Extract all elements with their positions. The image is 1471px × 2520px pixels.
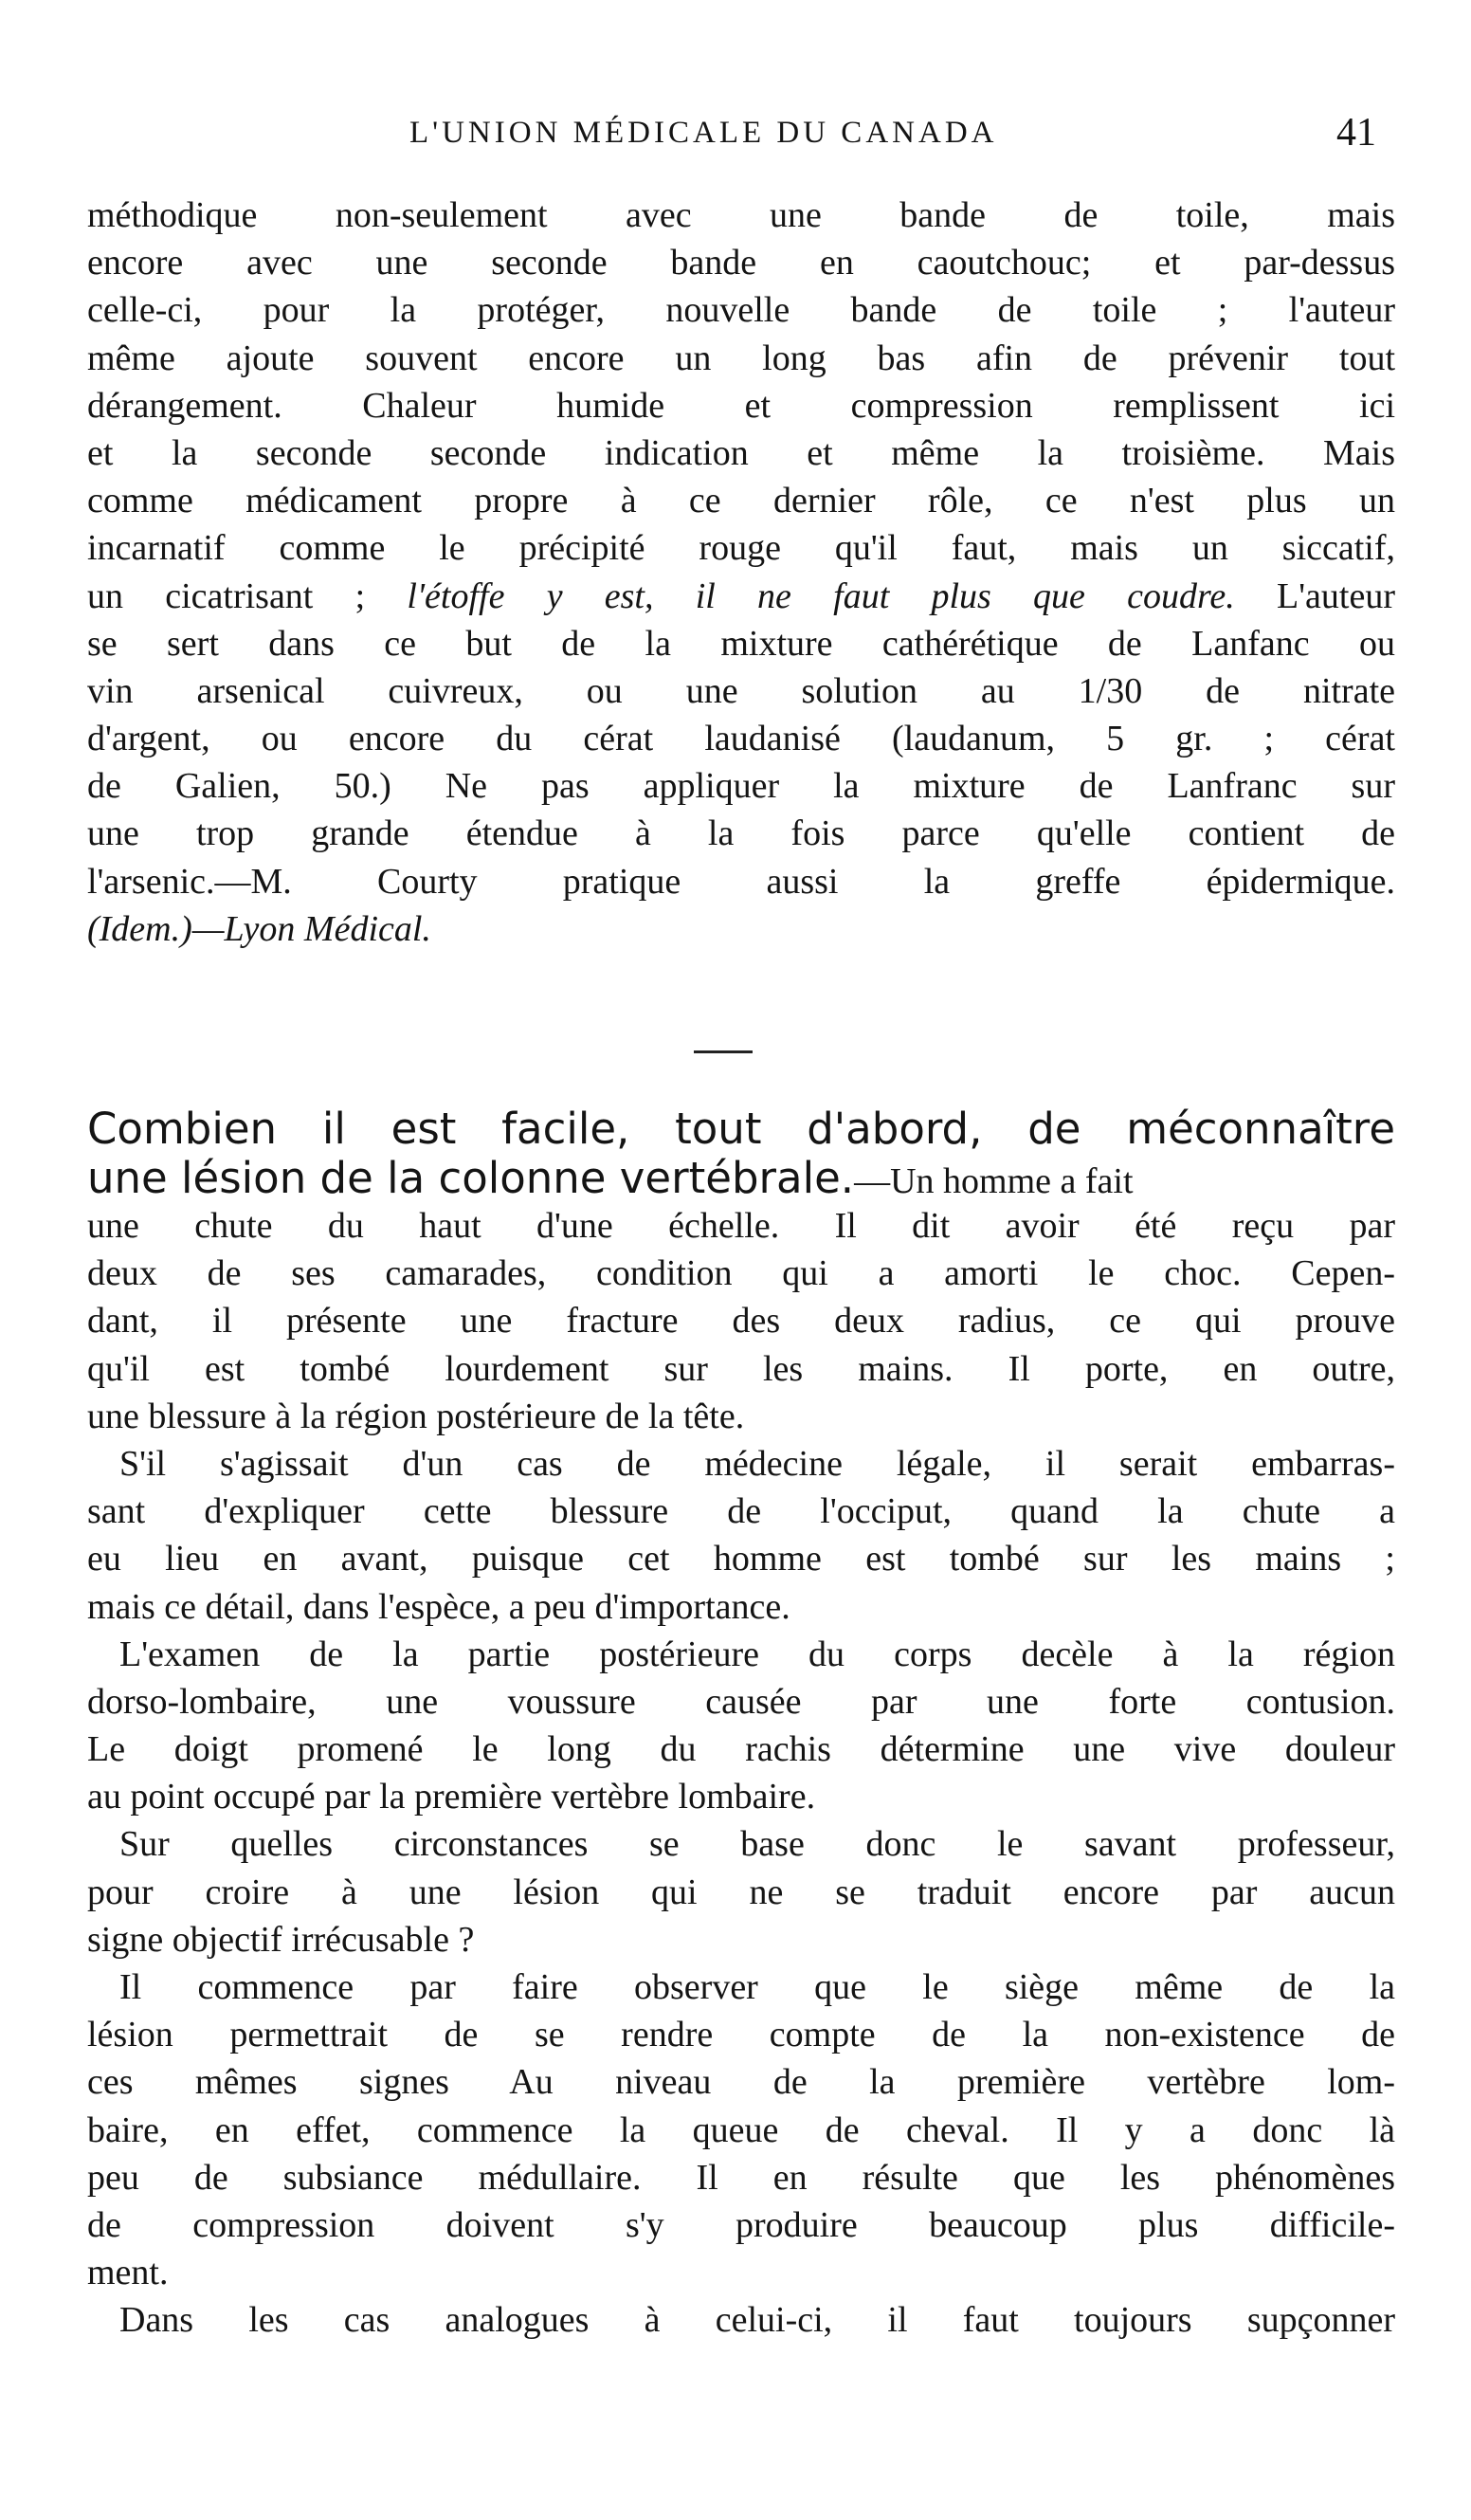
article-body [87,1155,1395,2345]
text-line: Dans les cas analogues à celui-ci, il faut toujours supçonner [119,2300,1395,2341]
article-title: Combien il est facile, tout d'abord, de méconnaître [87,1104,1395,1154]
text-line: pour croire à une lésion qui ne se traduit encore par aucun [87,1872,1395,1912]
text-line: dorso-lombaire, une voussure causée par une forte contusion. [87,1681,1395,1722]
text-line: ment. [87,2253,169,2293]
text-line: de compression doivent s'y produire beaucoup plus difficile- [87,2204,1395,2245]
text-line: ces mêmes signes Au niveau de la première vertèbre lom- [87,2062,1395,2103]
italic-quote: l'étoffe y est, il ne faut plus que coudre. [407,575,1235,616]
text-line: eu lieu en avant, puisque cet homme est tombé sur les mains ; [87,1539,1395,1580]
continued-paragraph [87,192,1395,953]
text-line: dant, il présente une fracture des deux radius, ce qui prouve [87,1301,1395,1342]
text-line: méthodique non-seulement avec une bande de toile, mais [87,195,1395,235]
article-title-continuation [87,1155,1395,1202]
text-line: Il commence par faire observer que le siège même de la [119,1967,1395,2007]
text-line: Sur quelles circonstances se base donc le savant professeur, [119,1824,1395,1865]
text-line: S'il s'agissait d'un cas de médecine légale, il serait embarras- [119,1443,1395,1484]
text-line: une blessure à la région postérieure de la tête. [87,1396,745,1436]
text-line: comme médicament propre à ce dernier rôle, ce n'est plus un [87,481,1395,521]
text-line: d'argent, ou encore du cérat laudanisé (laudanum, 5 gr. ; cérat [87,719,1395,759]
text-line: l'arsenic.—M. Courty pratique aussi la greffe épidermique. [87,861,1395,902]
text-line: qu'il est tombé lourdement sur les mains. Il porte, en outre, [87,1348,1395,1389]
text-line: peu de subsiance médullaire. Il en résulte que les phénomènes [87,2157,1395,2198]
source-text: (Idem.)—Lyon Médical. [87,908,431,949]
text-run: —Un homme a fait [854,1161,1134,1201]
text-line: vin arsenical cuivreux, ou une solution au 1/30 de nitrate [87,670,1395,711]
document-page [87,0,1395,2520]
text-line: Le doigt promené le long du rachis détermine une vive douleur [87,1729,1395,1770]
page-number: 41 [1336,111,1376,155]
text-line: mais ce détail, dans l'espèce, a peu d'importance. [87,1586,790,1627]
text-line: au point occupé par la première vertèbre lombaire. [87,1777,816,1817]
article-title-line2: une lésion de la colonne vertébrale. [87,1153,855,1203]
text-line: celle-ci, pour la protéger, nouvelle bande de toile ; l'auteur [87,290,1395,331]
text-line: une trop grande étendue à la fois parce qu'elle contient de [87,813,1395,854]
source-citation [87,905,1395,953]
text-line: même ajoute souvent encore un long bas afin de prévenir tout [87,338,1395,378]
section-divider [694,1050,753,1053]
text-line: encore avec une seconde bande en caoutchouc; et par-dessus [87,243,1395,283]
text-line: une chute du haut d'une échelle. Il dit avoir été reçu par [87,1206,1395,1246]
text-line: lésion permettrait de se rendre compte de la non-existence de [87,2015,1395,2055]
text-line: se sert dans ce but de la mixture cathérétique de Lanfanc ou [87,623,1395,664]
text-line: et la seconde seconde indication et même la troisième. Mais [87,432,1395,473]
text-line-with-italic [87,573,1395,620]
page-header [87,106,1395,163]
running-title: L'UNION MÉDICALE DU CANADA [409,116,998,150]
text-line: de Galien, 50.) Ne pas appliquer la mixture de Lanfranc sur [87,766,1395,807]
text-line: signe objectif irrécusable ? [87,1919,475,1960]
text-line: dérangement. Chaleur humide et compression remplissent ici [87,385,1395,426]
text-line: sant d'expliquer cette blessure de l'occiput, quand la chute a [87,1491,1395,1532]
text-line: deux de ses camarades, condition qui a amorti le choc. Cepen- [87,1253,1395,1294]
text-run: un cicatrisant ; [87,575,408,616]
text-line: incarnatif comme le précipité rouge qu'il faut, mais un siccatif, [87,528,1395,569]
text-line: baire, en effet, commence la queue de cheval. Il y a donc là [87,2109,1395,2150]
text-run: L'auteur [1234,575,1395,616]
text-line: L'examen de la partie postérieure du corps decèle à la région [119,1634,1395,1674]
